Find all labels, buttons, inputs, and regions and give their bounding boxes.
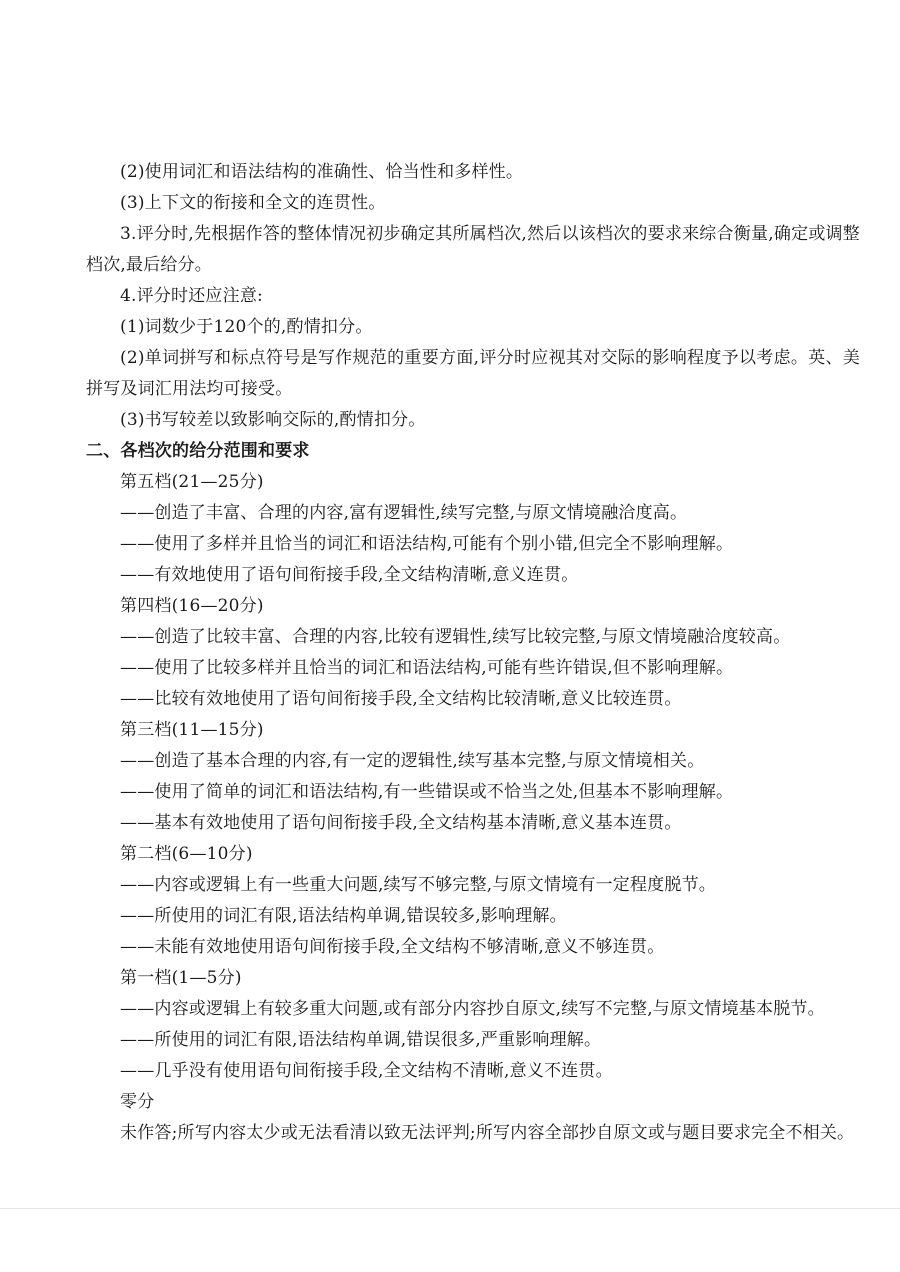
text-line: 3.评分时,先根据作答的整体情况初步确定其所属档次,然后以该档次的要求来综合衡量,确定或调整档次,最后给分。 — [86, 224, 860, 275]
text-line: ——未能有效地使用语句间衔接手段,全文结构不够清晰,意义不够连贯。 — [120, 937, 665, 957]
page-bottom-divider — [0, 1208, 900, 1209]
text-line: 零分 — [120, 1092, 155, 1112]
text-line: (1)词数少于120个的,酌情扣分。 — [120, 317, 373, 337]
text-line: ——使用了比较多样并且恰当的词汇和语法结构,可能有些许错误,但不影响理解。 — [120, 658, 734, 678]
text-line: ——创造了比较丰富、合理的内容,比较有逻辑性,续写比较完整,与原文情境融洽度较高。 — [120, 627, 791, 647]
text-line: ——使用了多样并且恰当的词汇和语法结构,可能有个别小错,但完全不影响理解。 — [120, 534, 734, 554]
text-line: ——基本有效地使用了语句间衔接手段,全文结构基本清晰,意义基本连贯。 — [120, 813, 682, 833]
scoring-rubric-text — [86, 157, 860, 1149]
text-line: 第一档(1—5分) — [120, 968, 242, 988]
text-line: (3)上下文的衔接和全文的连贯性。 — [120, 193, 386, 213]
text-line: ——有效地使用了语句间衔接手段,全文结构清晰,意义连贯。 — [120, 565, 579, 585]
text-line: 第三档(11—15分) — [120, 720, 264, 740]
text-line: ——内容或逻辑上有一些重大问题,续写不够完整,与原文情境有一定程度脱节。 — [120, 875, 717, 895]
text-line: 第五档(21—25分) — [120, 472, 264, 492]
text-line: (3)书写较差以致影响交际的,酌情扣分。 — [120, 410, 426, 430]
text-line: (2)单词拼写和标点符号是写作规范的重要方面,评分时应视其对交际的影响程度予以考虑。英、美拼写及词汇用法均可接受。 — [86, 348, 860, 399]
text-line: 4.评分时还应注意: — [120, 286, 263, 306]
text-line: 第二档(6—10分) — [120, 844, 253, 864]
text-line: ——比较有效地使用了语句间衔接手段,全文结构比较清晰,意义比较连贯。 — [120, 689, 682, 709]
text-line: ——创造了丰富、合理的内容,富有逻辑性,续写完整,与原文情境融洽度高。 — [120, 503, 688, 523]
text-line: ——所使用的词汇有限,语法结构单调,错误较多,影响理解。 — [120, 906, 567, 926]
text-line: ——使用了简单的词汇和语法结构,有一些错误或不恰当之处,但基本不影响理解。 — [120, 782, 734, 802]
text-line: ——创造了基本合理的内容,有一定的逻辑性,续写基本完整,与原文情境相关。 — [120, 751, 705, 771]
text-line: 未作答;所写内容太少或无法看清以致无法评判;所写内容全部抄自原文或与题目要求完全不相关。 — [120, 1123, 855, 1143]
text-line: ——内容或逻辑上有较多重大问题,或有部分内容抄自原文,续写不完整,与原文情境基本脱节。 — [120, 999, 825, 1019]
text-line: ——几乎没有使用语句间衔接手段,全文结构不清晰,意义不连贯。 — [120, 1061, 613, 1081]
text-line: (2)使用词汇和语法结构的准确性、恰当性和多样性。 — [120, 162, 524, 182]
section-heading: 二、各档次的给分范围和要求 — [86, 441, 310, 461]
text-line: 第四档(16—20分) — [120, 596, 264, 616]
text-line: ——所使用的词汇有限,语法结构单调,错误很多,严重影响理解。 — [120, 1030, 602, 1050]
